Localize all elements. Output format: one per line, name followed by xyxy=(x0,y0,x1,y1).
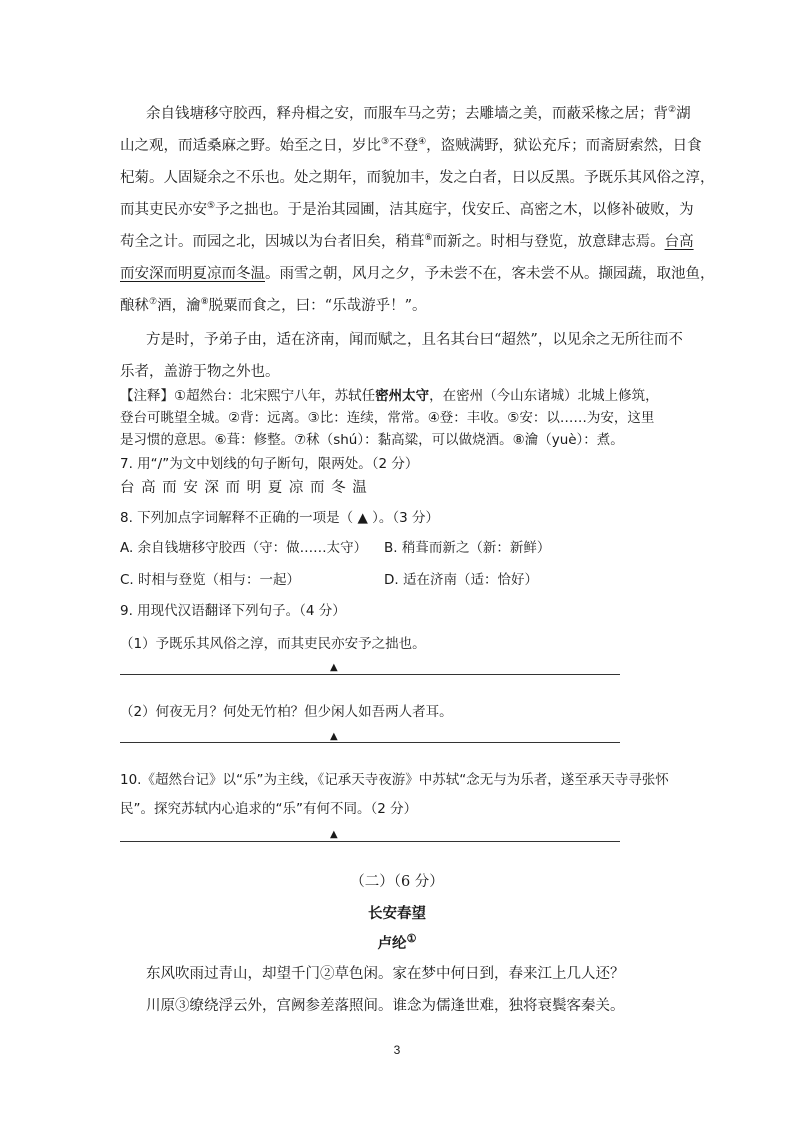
notes-line-1 xyxy=(120,386,659,406)
question-text: 9. 用现代汉语翻译下列句子。（4 分） xyxy=(120,603,346,619)
passage-line-6 xyxy=(120,264,715,284)
note-mark: ③ xyxy=(381,137,390,148)
q8-option-c xyxy=(120,570,300,590)
option-text: D. 适在济南（适：恰好） xyxy=(384,572,538,588)
note-mark: ② xyxy=(668,105,677,116)
passage-text: 酿秫 xyxy=(120,298,149,314)
passage-text: 不登 xyxy=(389,138,419,154)
sentence-text: 台 高 而 安 深 而 明 夏 凉 而 冬 温 xyxy=(120,480,368,496)
answer-line xyxy=(120,841,620,842)
passage-line-4 xyxy=(120,200,694,220)
passage-text: 乐者，盖游于物之外也。 xyxy=(120,364,280,380)
passage-text: ，盗贼满野，狱讼充斥；而斋厨索然，日食 xyxy=(426,138,702,154)
q9-title xyxy=(120,601,346,621)
passage-text: 杞菊。人固疑余之不乐也。处之期年，而貌加丰，发之白者，日以反黑。予既乐其风俗之淳， xyxy=(120,170,715,186)
passage-p2-line-2 xyxy=(120,362,280,382)
passage-text: 山之观，而适桑麻之野。始至之日，岁比 xyxy=(120,138,381,154)
q9-sentence-1 xyxy=(120,634,426,654)
question-text: 8. 下列加点字词解释不正确的一项是（ ▲ ）。（3 分） xyxy=(120,510,440,526)
sentence-text: （1）予既乐其风俗之淳，而其吏民亦安予之拙也。 xyxy=(120,636,426,652)
answer-placeholder-mark: ▲ xyxy=(330,731,338,742)
passage-line-5 xyxy=(120,232,694,252)
poem-title: 长安春望 xyxy=(368,906,426,922)
q8-option-d xyxy=(384,570,538,590)
passage-text: 余自钱塘移守胶西，释舟楫之安，而服车马之劳；去雕墙之美，而蔽采椽之居；背 xyxy=(146,106,668,122)
passage-text: 酒，瀹 xyxy=(157,298,201,314)
passage-text: 湖 xyxy=(676,106,691,122)
sentence-text: （2）何夜无月？何处无竹柏？但少闲人如吾两人者耳。 xyxy=(120,704,453,720)
passage-text: 苟全之计。而园之北，因城以为台者旧矣，稍葺 xyxy=(120,234,425,250)
note-text: 登台可眺望全城。②背：远离。③比：连续，常常。④登：丰收。⑤安：以……为安，这里 xyxy=(120,410,655,426)
notes-line-3 xyxy=(120,430,624,450)
note-mark: ⑥ xyxy=(424,233,433,244)
passage-line-1 xyxy=(146,104,691,124)
q9-sentence-2 xyxy=(120,702,453,722)
poem-author xyxy=(0,932,794,953)
answer-line xyxy=(120,674,620,675)
q7-sentence xyxy=(120,478,368,498)
passage-text: 而新之。时相与登览，放意肆志焉。 xyxy=(432,234,665,250)
passage-text: 方是时，予弟子由，适在济南，闻而赋之，且名其台曰“超然”，以见余之无所往而不 xyxy=(146,332,683,348)
underlined-sentence: 而安深而明夏凉而冬温 xyxy=(120,266,265,282)
note-mark: ④ xyxy=(418,137,427,148)
option-text: A. 余自钱塘移守胶西（守：做……太守） xyxy=(120,540,368,556)
page-number: 3 xyxy=(393,1043,401,1057)
underlined-sentence: 台高 xyxy=(664,234,694,250)
note-bold-text: 密州太守 xyxy=(375,388,430,404)
q8-option-b xyxy=(384,538,550,558)
q7-title xyxy=(120,454,418,474)
note-mark: ⑧ xyxy=(200,297,209,308)
passage-text: 脱粟而食之，曰：“乐哉游乎！”。 xyxy=(208,298,427,314)
passage-text: 予之拙也。于是治其园圃，洁其庭宇，伐安丘、高密之木，以修补破败，为 xyxy=(215,202,694,218)
passage-line-2 xyxy=(120,136,702,156)
passage-text: 。雨雪之朝，风月之夕，予未尝不在，客未尝不从。撷园蔬，取池鱼， xyxy=(265,266,715,282)
passage-text: 而其吏民亦安 xyxy=(120,202,207,218)
q10-line-2 xyxy=(120,799,417,819)
note-mark: ① xyxy=(406,932,417,946)
notes-line-2 xyxy=(120,408,654,428)
q10-line-1 xyxy=(120,770,669,790)
note-text: ，在密州（今山东诸城）北城上修筑， xyxy=(429,388,659,404)
option-text: C. 时相与登览（相与：一起） xyxy=(120,572,301,588)
note-text: 是习惯的意思。⑥葺：修整。⑦秫（shú）：黏高粱，可以做烧酒。⑧瀹（yuè）：煮。 xyxy=(120,432,624,448)
author-name: 卢纶 xyxy=(377,935,407,952)
question-text: 10.《超然台记》以“乐”为主线，《记承天寺夜游》中苏轼“念无与为乐者，遂至承天寺寻张怀 xyxy=(120,772,669,788)
question-text: 7. 用“/”为文中划线的句子断句，限两处。（2 分） xyxy=(120,456,419,472)
note-mark: ⑤ xyxy=(207,201,216,212)
poem-line-2 xyxy=(146,996,625,1016)
option-text: B. 稍葺而新之（新：新鲜） xyxy=(384,540,551,556)
q8-option-a xyxy=(120,538,367,558)
question-text: 民”。探究苏轼内心追求的“乐”有何不同。（2 分） xyxy=(120,801,418,817)
passage-line-3 xyxy=(120,168,715,188)
note-mark: ⑦ xyxy=(149,297,158,308)
q8-title xyxy=(120,508,439,528)
passage-line-7 xyxy=(120,296,426,316)
note-text: 【注释】①超然台：北宋熙宁八年，苏轼任 xyxy=(120,388,376,404)
answer-placeholder-mark: ▲ xyxy=(330,829,338,840)
poem-line-1 xyxy=(146,964,625,984)
poem-text: 东风吹雨过青山，却望千门②草色闲。家在梦中何日到，春来江上几人还？ xyxy=(146,966,625,982)
answer-line xyxy=(120,742,620,743)
passage-p2-line-1 xyxy=(146,330,683,350)
answer-placeholder-mark: ▲ xyxy=(330,662,338,673)
section-heading: （二）（6 分） xyxy=(350,874,444,890)
poem-text: 川原③缭绕浮云外，宫阙参差落照间。谁念为儒逢世难，独将衰鬓客秦关。 xyxy=(146,998,625,1014)
